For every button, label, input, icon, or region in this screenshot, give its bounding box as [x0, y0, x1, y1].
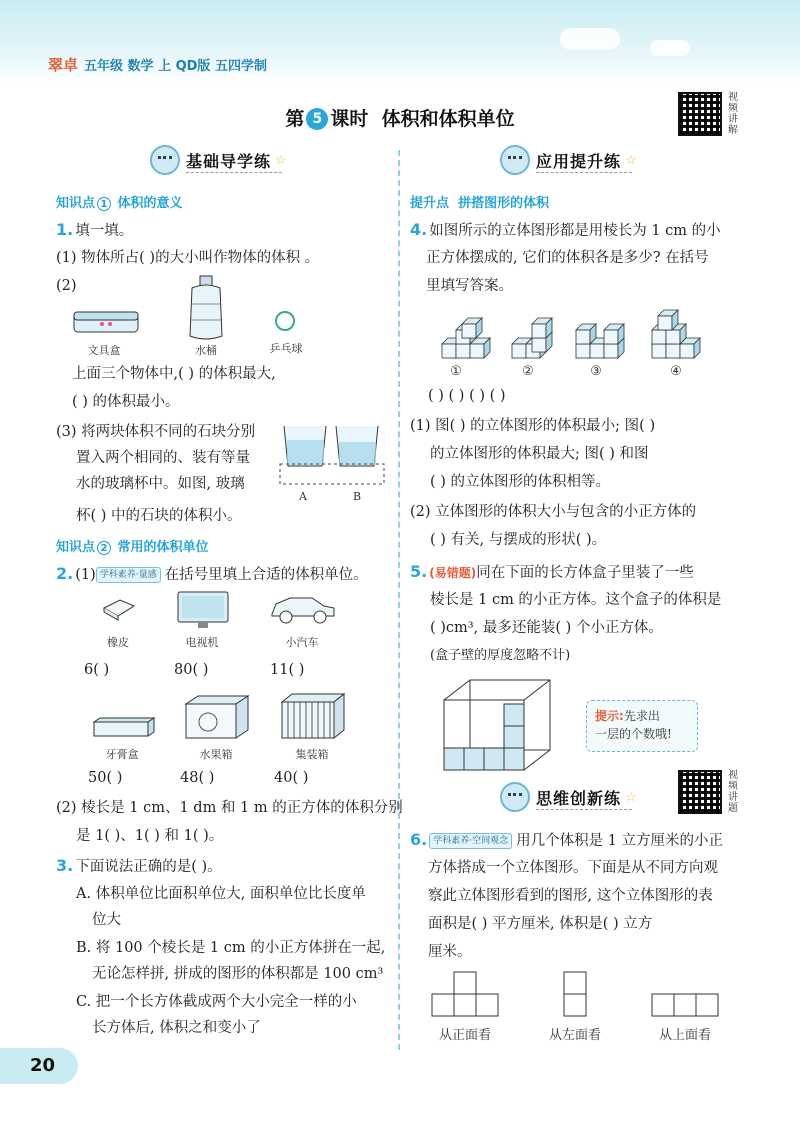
question-number: 5.: [410, 562, 428, 581]
question-2-title: [56, 564, 368, 585]
view-label: 从左面看: [548, 1028, 602, 1043]
kp-title: 常用的体积单位: [117, 540, 209, 555]
question-1-3-line: (3) 将两块体积不同的石块分别: [56, 424, 256, 440]
question-1-3-line: 水的玻璃杯中。如图, 玻璃: [76, 476, 245, 492]
question-6-line: [410, 830, 723, 851]
kp-label: 知识点: [56, 196, 96, 211]
question-text: 用几个体积是 1 立方厘米的小正: [516, 833, 724, 849]
figure-label: ③: [590, 364, 602, 379]
figure-label: ①: [450, 364, 462, 379]
box-with-cubes-image: [440, 676, 560, 776]
cube-figures: [436, 306, 736, 366]
qr-code-icon[interactable]: [678, 92, 722, 136]
container-image: [278, 692, 348, 742]
knowledge-point-2: [56, 536, 209, 555]
caption: 文具盒: [87, 344, 121, 357]
figure-1: [442, 318, 490, 358]
qr-label: 视频讲解: [728, 92, 738, 136]
question-6-line: 厘米。: [428, 944, 472, 960]
figure-answer-blanks[interactable]: ( ) ( ) ( ) ( ): [428, 388, 506, 404]
question-5-line: 棱长是 1 cm 的小正方体。这个盒子的体积是: [430, 592, 722, 608]
question-4-line: 正方体摆成的, 它们的体积各是多少? 在括号: [426, 250, 709, 266]
section-header-basic: [150, 145, 300, 175]
star-icon: ☆: [625, 152, 637, 168]
car-image: [268, 590, 338, 626]
television-image: [176, 590, 230, 630]
question-1-2-label: (2): [56, 278, 77, 294]
question-1-title: [56, 220, 133, 241]
question-4-1-line: (1) 图( ) 的立体图形的体积最小; 图( ): [410, 418, 656, 434]
question-6-line: 察此立体图形看到的图形, 这个立体图形的表: [428, 888, 713, 904]
question-4-1-line: 的立体图形的体积最大; 图( ) 和图: [430, 446, 649, 462]
question-3-title: [56, 856, 222, 877]
option-a-cont: 位大: [92, 912, 121, 928]
series-text: 五年级 数学 上 QD版 五四学制: [84, 59, 267, 74]
star-icon: ☆: [275, 152, 287, 168]
question-text: 同在下面的长方体盒子里装了一些: [476, 565, 694, 581]
fruit-box-image: [182, 692, 252, 742]
question-5-line: [410, 562, 694, 583]
view-label: 从正面看: [438, 1028, 492, 1043]
sub-number: (1): [75, 567, 96, 583]
page-number-tab: [0, 1048, 78, 1084]
glass-label-a: A: [299, 490, 307, 503]
question-text: 填一填。: [75, 223, 134, 239]
question-text: 如图所示的立体图形都是用棱长为 1 cm 的小: [429, 223, 721, 239]
lesson-number: 5: [306, 108, 328, 130]
lesson-name: 体积和体积单位: [381, 108, 515, 130]
question-6-line: 面积是( ) 平方厘米, 体积是( ) 立方: [428, 916, 653, 932]
top-view-figure: [652, 992, 722, 1018]
lesson-prefix: 第: [285, 108, 305, 130]
knowledge-point-1: [56, 192, 183, 211]
option-c[interactable]: C. 把一个长方体截成两个大小完全一样的小: [76, 994, 357, 1010]
hint-box: [586, 700, 698, 752]
hint-text: 先求出: [623, 709, 660, 723]
qr-label: 视频讲题: [728, 770, 738, 814]
question-4-line: [410, 220, 721, 241]
caption: 乒乓球: [269, 342, 303, 355]
answer-blank[interactable]: 40( ): [274, 770, 309, 786]
question-1-2-line1: 上面三个物体中,( ) 的体积最大,: [72, 366, 276, 382]
qr-code-icon[interactable]: [678, 770, 722, 814]
glasses-image: [278, 420, 388, 490]
question-2-2-line2: 是 1( )、1( ) 和 1( )。: [76, 828, 224, 844]
figure-label: ④: [670, 364, 682, 379]
error-prone-tag: (易错题): [429, 566, 477, 580]
kp-label: 提升点: [410, 196, 450, 211]
figure-2: [512, 318, 552, 358]
mascot-icon: [500, 782, 530, 812]
option-a[interactable]: A. 体积单位比面积单位大, 面积单位比长度单: [76, 886, 366, 902]
kp-label: 知识点: [56, 540, 96, 555]
view-label: 从上面看: [658, 1028, 712, 1043]
caption: 小汽车: [285, 636, 319, 649]
question-1-3-line: 置入两个相同的、装有等量: [76, 450, 250, 466]
question-number: 1.: [56, 220, 74, 239]
figure-4: [652, 310, 700, 358]
kp-title: 拼搭图形的体积: [458, 196, 550, 211]
underline: [536, 172, 632, 173]
kp-number: 1: [97, 197, 111, 211]
question-4-2-line: (2) 立体图形的体积大小与包含的小正方体的: [410, 504, 697, 520]
question-5-note: (盒子壁的厚度忽略不计): [430, 648, 571, 663]
answer-blank[interactable]: 11( ): [270, 662, 305, 678]
question-text: 下面说法正确的是( )。: [75, 859, 222, 875]
underline: [536, 809, 632, 810]
caption: 橡皮: [107, 636, 129, 649]
caption: 电视机: [185, 636, 219, 649]
answer-blank[interactable]: 48( ): [180, 770, 215, 786]
option-b-cont: 无论怎样拼, 拼成的图形的体积都是 100 cm³: [92, 966, 384, 982]
question-number: 2.: [56, 564, 74, 583]
section-title: 思维创新练: [536, 788, 622, 808]
question-number: 3.: [56, 856, 74, 875]
question-number: 4.: [410, 220, 428, 239]
caption: 水桶: [195, 344, 217, 357]
lesson-suffix: 课时: [330, 108, 369, 130]
question-4-1-line: ( ) 的立体图形的体积相等。: [430, 474, 611, 490]
section-title: 基础导学练: [186, 151, 272, 171]
skill-tag: 学科素养·量感: [96, 567, 161, 583]
answer-blank[interactable]: 6( ): [84, 662, 110, 678]
star-icon: ☆: [625, 789, 637, 805]
answer-blank[interactable]: 80( ): [174, 662, 209, 678]
question-4-2-line: ( ) 有关, 与摆成的形状( )。: [430, 532, 607, 548]
header-bar: [0, 0, 800, 82]
pencil-case-image: [72, 306, 142, 336]
glass-label-b: B: [352, 490, 362, 503]
question-text: 在括号里填上合适的体积单位。: [164, 567, 368, 583]
cloud-decoration: [560, 28, 620, 50]
toothpaste-box-image: [90, 714, 156, 740]
hint-label: 提示:: [595, 709, 624, 723]
underline: [186, 172, 282, 173]
water-bucket-image: [184, 274, 228, 342]
skill-tag: 学科素养·空间观念: [429, 833, 512, 849]
ping-pong-ball-image: [274, 310, 296, 332]
question-2-2-line1: (2) 棱长是 1 cm、1 dm 和 1 m 的正方体的体积分别: [56, 800, 403, 816]
section-header-think: [500, 782, 650, 812]
option-c-cont: 长方体后, 体积之和变小了: [92, 1020, 261, 1036]
question-1-3-line: 杯( ) 中的石块的体积小。: [76, 508, 242, 524]
question-5-line: ( )cm³, 最多还能装( ) 个小正方体。: [430, 620, 663, 636]
page-number: 20: [30, 1055, 56, 1076]
caption: 牙膏盒: [105, 748, 139, 761]
question-4-line: 里填写答案。: [426, 278, 513, 294]
column-divider: [398, 150, 400, 1050]
question-6-line: 方体搭成一个立体图形。下面是从不同方向观: [428, 860, 718, 876]
left-view-figure: [564, 970, 594, 1020]
section-title: 应用提升练: [536, 151, 622, 171]
caption: 水果箱: [199, 748, 233, 761]
question-1-1: (1) 物体所占( )的大小叫作物体的体积 。: [56, 250, 320, 266]
improvement-point: [410, 192, 549, 211]
section-header-apply: [500, 145, 650, 175]
kp-number: 2: [97, 541, 111, 555]
eraser-image: [100, 596, 136, 620]
figure-label: ②: [522, 364, 534, 379]
question-number: 6.: [410, 830, 428, 849]
mascot-icon: [500, 145, 530, 175]
hint-text: 一层的个数哦!: [595, 727, 672, 741]
brand-logo: 翠卓: [48, 56, 79, 74]
front-view-figure: [432, 970, 512, 1020]
question-1-2-line2: ( ) 的体积最小。: [72, 394, 180, 410]
answer-blank[interactable]: 50( ): [88, 770, 123, 786]
series-title: [48, 54, 267, 75]
mascot-icon: [150, 145, 180, 175]
kp-title: 体积的意义: [117, 196, 183, 211]
figure-3: [576, 324, 624, 358]
caption: 集装箱: [295, 748, 329, 761]
option-b[interactable]: B. 将 100 个棱长是 1 cm 的小正方体拼在一起,: [76, 940, 386, 956]
cloud-decoration: [650, 40, 690, 56]
